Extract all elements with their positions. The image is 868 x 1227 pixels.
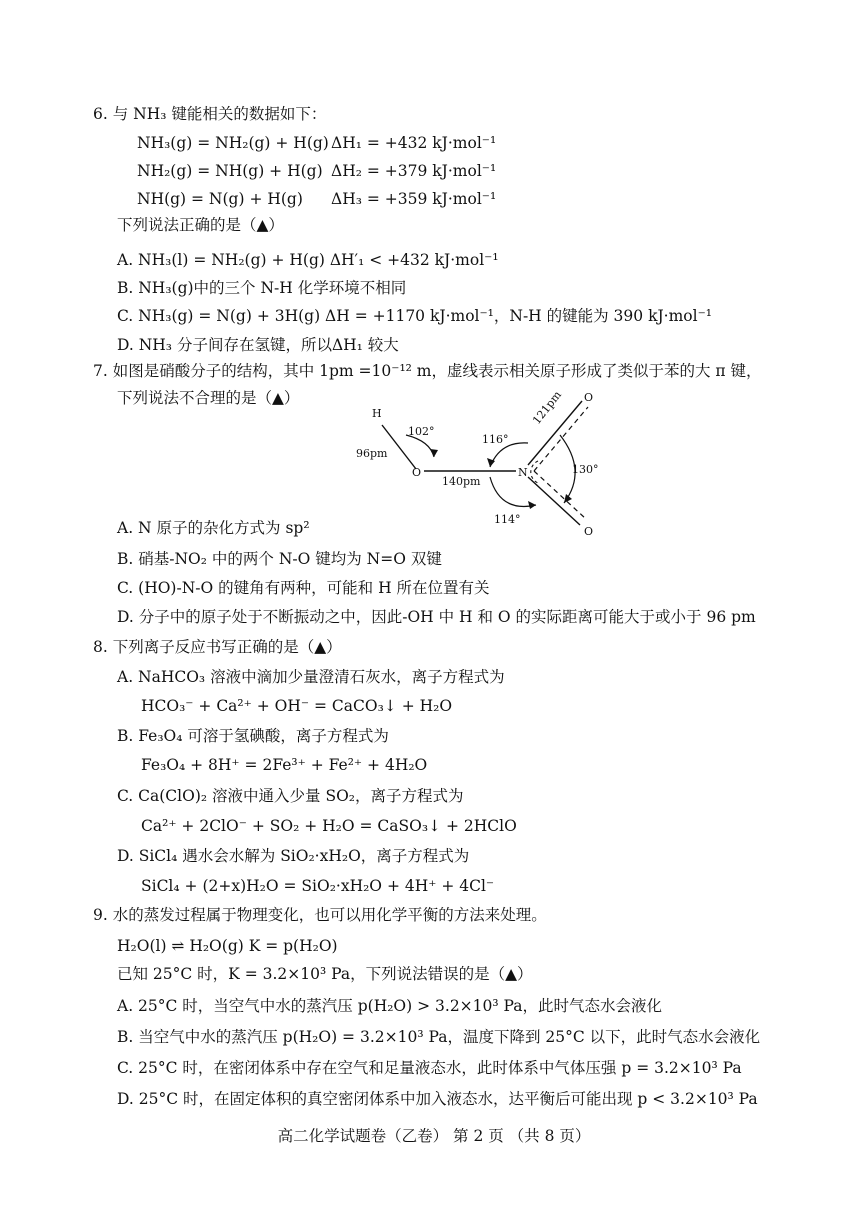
angle-116-label: 116° <box>482 433 509 446</box>
q7-option-d: D. 分子中的原子处于不断振动之中，因此-OH 中 H 和 O 的实际距离可能大于或小于 96 pm <box>117 608 756 626</box>
length-oh-label: 96pm <box>356 447 388 460</box>
angle-114-label: 114° <box>494 513 521 526</box>
q7-option-c: C. (HO)-N-O 的键角有两种，可能和 H 所在位置有关 <box>117 579 490 597</box>
nitric-acid-structure-diagram <box>350 385 620 545</box>
q6-dh2: ΔH₂ = +379 kJ·mol⁻¹ <box>331 162 497 180</box>
q6-eq1: NH₃(g) = NH₂(g) + H(g) <box>137 134 329 152</box>
angle-hon-label: 102° <box>408 425 435 438</box>
q6-dh3: ΔH₃ = +359 kJ·mol⁻¹ <box>331 190 497 208</box>
q6-dh1: ΔH₁ = +432 kJ·mol⁻¹ <box>331 134 497 152</box>
q9-stem: 9. 水的蒸发过程属于物理变化，也可以用化学平衡的方法来处理。 <box>93 906 547 924</box>
q6-prompt: 下列说法正确的是（▲） <box>117 216 284 234</box>
q9-equilibrium: H₂O(l) ⇌ H₂O(g) K = p(H₂O) <box>117 937 338 955</box>
length-no-label: 121pm <box>530 388 565 427</box>
q8-option-b: B. Fe₃O₄ 可溶于氢碘酸，离子方程式为 <box>117 727 389 745</box>
q6-option-c: C. NH₃(g) = N(g) + 3H(g) ΔH = +1170 kJ·mol⁻¹，N-H 的键能为 390 kJ·mol⁻¹ <box>117 307 712 325</box>
q6-option-b: B. NH₃(g)中的三个 N-H 化学环境不相同 <box>117 279 407 297</box>
page-footer: 高二化学试题卷（乙卷） 第 2 页 （共 8 页） <box>277 1127 591 1145</box>
q8-equation-c: Ca²⁺ + 2ClO⁻ + SO₂ + H₂O = CaSO₃↓ + 2HClO <box>141 817 517 835</box>
q8-equation-a: HCO₃⁻ + Ca²⁺ + OH⁻ = CaCO₃↓ + H₂O <box>141 697 453 715</box>
q6-option-a: A. NH₃(l) = NH₂(g) + H(g) ΔH′₁ < +432 kJ·mol⁻¹ <box>117 251 499 269</box>
q9-option-d: D. 25°C 时，在固定体积的真空密闭体系中加入液态水，达平衡后可能出现 p < 3.2×10³ Pa <box>117 1090 758 1108</box>
atom-o3-label: O <box>584 525 594 538</box>
q8-option-a: A. NaHCO₃ 溶液中滴加少量澄清石灰水，离子方程式为 <box>117 668 505 686</box>
q6-option-d: D. NH₃ 分子间存在氢键，所以ΔH₁ 较大 <box>117 336 399 354</box>
q8-option-d: D. SiCl₄ 遇水会水解为 SiO₂·xH₂O，离子方程式为 <box>117 847 470 865</box>
q6-eq3: NH(g) = N(g) + H(g) <box>137 190 303 208</box>
q8-stem: 8. 下列离子反应书写正确的是（▲） <box>93 638 342 656</box>
q8-equation-d: SiCl₄ + (2+x)H₂O = SiO₂·xH₂O + 4H⁺ + 4Cl⁻ <box>141 877 495 895</box>
q9-option-c: C. 25°C 时，在密闭体系中存在空气和足量液态水，此时体系中气体压强 p = 3.2×10³ Pa <box>117 1059 742 1077</box>
atom-h-label: H <box>372 407 382 420</box>
q7-option-a: A. N 原子的杂化方式为 sp² <box>117 519 310 537</box>
q7-option-b: B. 硝基-NO₂ 中的两个 N-O 键均为 N=O 双键 <box>117 550 442 568</box>
atom-o1-label: O <box>412 466 422 479</box>
q8-equation-b: Fe₃O₄ + 8H⁺ = 2Fe³⁺ + Fe²⁺ + 4H₂O <box>141 756 428 774</box>
q6-stem: 6. 与 NH₃ 键能相关的数据如下： <box>93 105 327 123</box>
q7-prompt: 下列说法不合理的是（▲） <box>117 389 300 407</box>
q9-option-a: A. 25°C 时，当空气中水的蒸汽压 p(H₂O) > 3.2×10³ Pa，此时气态水会液化 <box>117 997 663 1015</box>
atom-n-label: N <box>518 466 528 479</box>
q6-eq2: NH₂(g) = NH(g) + H(g) <box>137 162 323 180</box>
q9-option-b: B. 当空气中水的蒸汽压 p(H₂O) = 3.2×10³ Pa，温度下降到 25°C 以下，此时气态水会液化 <box>117 1028 761 1046</box>
angle-130-label: 130° <box>572 463 599 476</box>
atom-o2-label: O <box>584 391 594 404</box>
q7-stem: 7. 如图是硝酸分子的结构，其中 1pm =10⁻¹² m，虚线表示相关原子形成了类似于苯的大 π 键， <box>93 362 762 380</box>
q9-known: 已知 25°C 时，K = 3.2×10³ Pa，下列说法错误的是（▲） <box>117 965 533 983</box>
q8-option-c: C. Ca(ClO)₂ 溶液中通入少量 SO₂，离子方程式为 <box>117 787 464 805</box>
length-on-label: 140pm <box>442 475 481 488</box>
